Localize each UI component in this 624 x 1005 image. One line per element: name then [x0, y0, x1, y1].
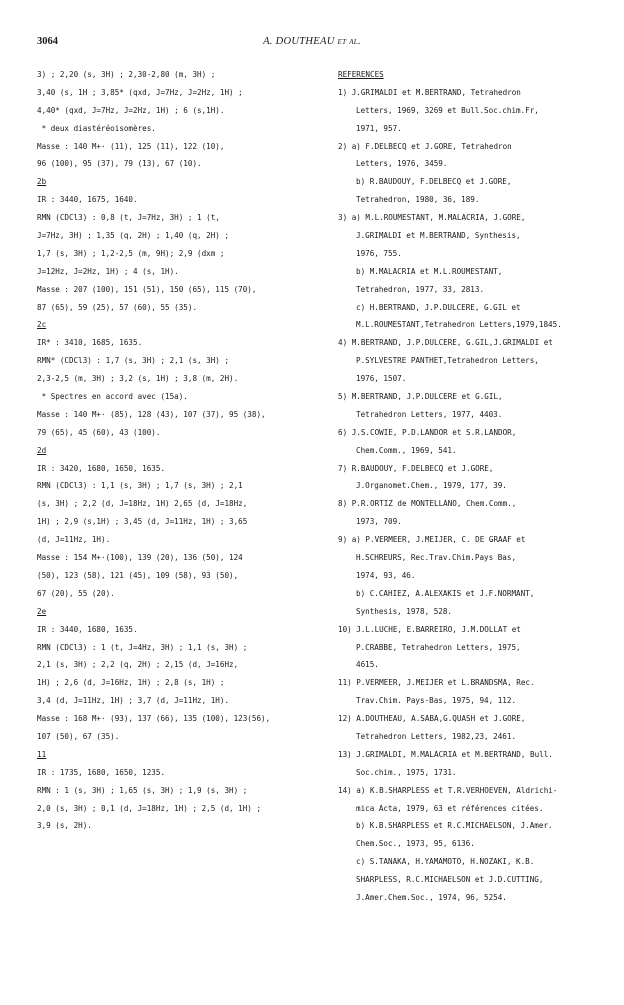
reference-entry: 7) R.BAUDOUY, F.DELBECQ et J.GORE,	[338, 463, 494, 473]
reference-entry: 11) P.VERMEER, J.MEIJER et L.BRANDSMA, Rec.	[338, 678, 535, 688]
text-line: 1H) ; 2,9 (s,1H) ; 3,45 (d, J=11Hz, 1H) ; 3,65	[37, 517, 248, 527]
text-line: Masse : 207 (100), 151 (51), 150 (65), 115 (70),	[37, 284, 257, 294]
reference-line: 1974, 93, 46.	[356, 570, 416, 580]
reference-line: 4615.	[356, 660, 379, 670]
reference-line: b) R.BAUDOUY, F.DELBECQ et J.GORE,	[356, 177, 512, 187]
reference-entry: 12) A.DOUTHEAU, A.SABA,G.QUASH et J.GORE,	[338, 714, 526, 724]
reference-line: 1976, 755.	[356, 248, 402, 258]
reference-entry: 8) P.R.ORTIZ de MONTELLANO, Chem.Comm.,	[338, 499, 517, 509]
text-line: J=12Hz, J=2Hz, 1H) ; 4 (s, 1H).	[37, 266, 179, 276]
text-line: 2,0 (s, 3H) ; 0,1 (d, J=18Hz, 1H) ; 2,5 (d, 1H) ;	[37, 803, 262, 813]
reference-entry: 4) M.BERTRAND, J.P.DULCERE, G.GIL,J.GRIMALDI et	[338, 338, 553, 348]
text-line: 2,1 (s, 3H) ; 2,2 (q, 2H) ; 2,15 (d, J=16Hz,	[37, 660, 239, 670]
reference-line: Chem.Comm., 1969, 541.	[356, 445, 457, 455]
text-line: (50), 123 (58), 121 (45), 109 (58), 93 (50),	[37, 570, 239, 580]
compound-heading: 2e	[37, 606, 47, 616]
text-line: 107 (50), 67 (35).	[37, 731, 120, 741]
text-line: IR : 3420, 1680, 1650, 1635.	[37, 463, 166, 473]
reference-line: Tetrahedron Letters, 1977, 4403.	[356, 409, 503, 419]
running-head: A. DOUTHEAU et al.	[263, 36, 361, 47]
text-line: Masse : 154 M+·(100), 139 (20), 136 (50), 124	[37, 553, 243, 563]
text-line: Masse : 140 M+· (11), 125 (11), 122 (10),	[37, 141, 225, 151]
reference-line: Tetrahedron Letters, 1982,23, 2461.	[356, 731, 517, 741]
text-line: IR : 1735, 1680, 1650, 1235.	[37, 767, 166, 777]
text-line: (s, 3H) ; 2,2 (d, J=18Hz, 1H) 2,65 (d, J=18Hz,	[37, 499, 248, 509]
text-line: RMN* (CDCl3) : 1,7 (s, 3H) ; 2,1 (s, 3H) ;	[37, 356, 230, 366]
text-line: 3,40 (s, 1H ; 3,85* (qxd, J=7Hz, J=2Hz, 1H) ;	[37, 87, 243, 97]
page-number: 3064	[37, 36, 58, 47]
reference-line: b) K.B.SHARPLESS et R.C.MICHAELSON, J.Amer.	[356, 821, 553, 831]
reference-line: Tetrahedron, 1977, 33, 2813.	[356, 284, 485, 294]
text-line: Masse : 140 M+· (85), 128 (43), 107 (37), 95 (38),	[37, 409, 266, 419]
spectral-data-column	[37, 66, 327, 835]
reference-line: Chem.Soc., 1973, 95, 6136.	[356, 839, 475, 849]
reference-line: 1971, 957.	[356, 123, 402, 133]
compound-heading: 2d	[37, 445, 47, 455]
text-line: RMN (CDCl3) : 1,1 (s, 3H) ; 1,7 (s, 3H) ; 2,1	[37, 481, 243, 491]
reference-line: Letters, 1969, 3269 et Bull.Soc.chim.Fr,	[356, 105, 539, 115]
reference-line: b) C.CAHIEZ, A.ALEXAKIS et J.F.NORMANT,	[356, 588, 535, 598]
text-line: 2,3-2,5 (m, 3H) ; 3,2 (s, 1H) ; 3,8 (m, 2H).	[37, 374, 239, 384]
reference-line: c) H.BERTRAND, J.P.DULCERE, G.GIL et	[356, 302, 521, 312]
text-line: 1,7 (s, 3H) ; 1,2-2,5 (m, 9H); 2,9 (dxm ;	[37, 248, 225, 258]
text-line: RMN (CDCl3) : 1 (t, J=4Hz, 3H) ; 1,1 (s, 3H) ;	[37, 642, 248, 652]
compound-heading: 11	[37, 749, 47, 759]
text-line: 3,4 (d, J=11Hz, 1H) ; 3,7 (d, J=11Hz, 1H).	[37, 696, 230, 706]
reference-line: M.L.ROUMESTANT,Tetrahedron Letters,1979,1845.	[356, 320, 562, 330]
text-line: IR : 3440, 1680, 1635.	[37, 624, 138, 634]
reference-line: 1976, 1507.	[356, 374, 407, 384]
reference-line: J.Amer.Chem.Soc., 1974, 96, 5254.	[356, 892, 507, 902]
text-line: 87 (65), 59 (25), 57 (60), 55 (35).	[37, 302, 198, 312]
reference-line: J.Organomet.Chem., 1979, 177, 39.	[356, 481, 507, 491]
reference-entry: 3) a) M.L.ROUMESTANT, M.MALACRIA, J.GORE,	[338, 213, 526, 223]
reference-line: P.SYLVESTRE PANTHET,Tetrahedron Letters,	[356, 356, 539, 366]
reference-line: Trav.Chim. Pays-Bas, 1975, 94, 112.	[356, 696, 517, 706]
text-line: (d, J=11Hz, 1H).	[37, 535, 111, 545]
text-line: 4,40* (qxd, J=7Hz, J=2Hz, 1H) ; 6 (s,1H).	[37, 105, 225, 115]
reference-line: Soc.chim., 1975, 1731.	[356, 767, 457, 777]
text-line: 67 (20), 55 (20).	[37, 588, 115, 598]
reference-entry: 13) J.GRIMALDI, M.MALACRIA et M.BERTRAND, Bull.	[338, 749, 553, 759]
reference-entry: 9) a) P.VERMEER, J.MEIJER, C. DE GRAAF et	[338, 535, 526, 545]
reference-line: c) S.TANAKA, H.YAMAMOTO, H.NOZAKI, K.B.	[356, 857, 535, 867]
reference-entry: 10) J.L.LUCHE, E.BARREIRO, J.M.DOLLAT et	[338, 624, 521, 634]
text-line: * deux diastéréoisomères.	[37, 123, 156, 133]
text-line: * Spectres en accord avec (15a).	[37, 392, 188, 402]
reference-line: mica Acta, 1979, 63 et références citées.	[356, 803, 544, 813]
text-line: IR : 3440, 1675, 1640.	[37, 195, 138, 205]
reference-entry: 14) a) K.B.SHARPLESS et T.R.VERHOEVEN, Aldrichi-	[338, 785, 558, 795]
reference-entry: 6) J.S.COWIE, P.D.LANDOR et S.R.LANDOR,	[338, 427, 517, 437]
text-line: RMN (CDCl3) : 0,8 (t, J=7Hz, 3H) ; 1 (t,	[37, 213, 220, 223]
reference-line: Tetrahedron, 1980, 36, 189.	[356, 195, 480, 205]
reference-line: J.GRIMALDI et M.BERTRAND, Synthesis,	[356, 231, 521, 241]
reference-line: 1973, 709.	[356, 517, 402, 527]
text-line: 3) ; 2,20 (s, 3H) ; 2,30-2,80 (m, 3H) ;	[37, 70, 216, 79]
reference-line: Letters, 1976, 3459.	[356, 159, 448, 169]
reference-line: Synthesis, 1978, 528.	[356, 606, 453, 616]
reference-line: SHARPLESS, R.C.MICHAELSON et J.D.CUTTING,	[356, 875, 544, 885]
text-line: 96 (100), 95 (37), 79 (13), 67 (10).	[37, 159, 202, 169]
text-line: 79 (65), 45 (60), 43 (100).	[37, 427, 161, 437]
text-line: 1H) ; 2,6 (d, J=16Hz, 1H) ; 2,8 (s, 1H) ;	[37, 678, 225, 688]
reference-line: H.SCHREURS, Rec.Trav.Chim.Pays Bas,	[356, 553, 517, 563]
references-heading: REFERENCES	[338, 70, 384, 79]
reference-line: P.CRABBE, Tetrahedron Letters, 1975,	[356, 642, 521, 652]
references-column	[338, 66, 606, 907]
text-line: J=7Hz, 3H) ; 1,35 (q, 2H) ; 1,40 (q, 2H) ;	[37, 231, 230, 241]
text-line: 3,9 (s, 2H).	[37, 821, 92, 831]
reference-entry: 5) M.BERTRAND, J.P.DULCERE et G.GIL,	[338, 392, 503, 402]
text-line: IR* : 3410, 1685, 1635.	[37, 338, 143, 348]
reference-entry: 1) J.GRIMALDI et M.BERTRAND, Tetrahedron	[338, 87, 521, 97]
compound-heading: 2b	[37, 177, 47, 187]
reference-line: b) M.MALACRIA et M.L.ROUMESTANT,	[356, 266, 503, 276]
compound-heading: 2c	[37, 320, 47, 330]
reference-entry: 2) a) F.DELBECQ et J.GORE, Tetrahedron	[338, 141, 512, 151]
text-line: RMN : 1 (s, 3H) ; 1,65 (s, 3H) ; 1,9 (s, 3H) ;	[37, 785, 248, 795]
text-line: Masse : 168 M+· (93), 137 (66), 135 (100), 123(56),	[37, 714, 271, 724]
